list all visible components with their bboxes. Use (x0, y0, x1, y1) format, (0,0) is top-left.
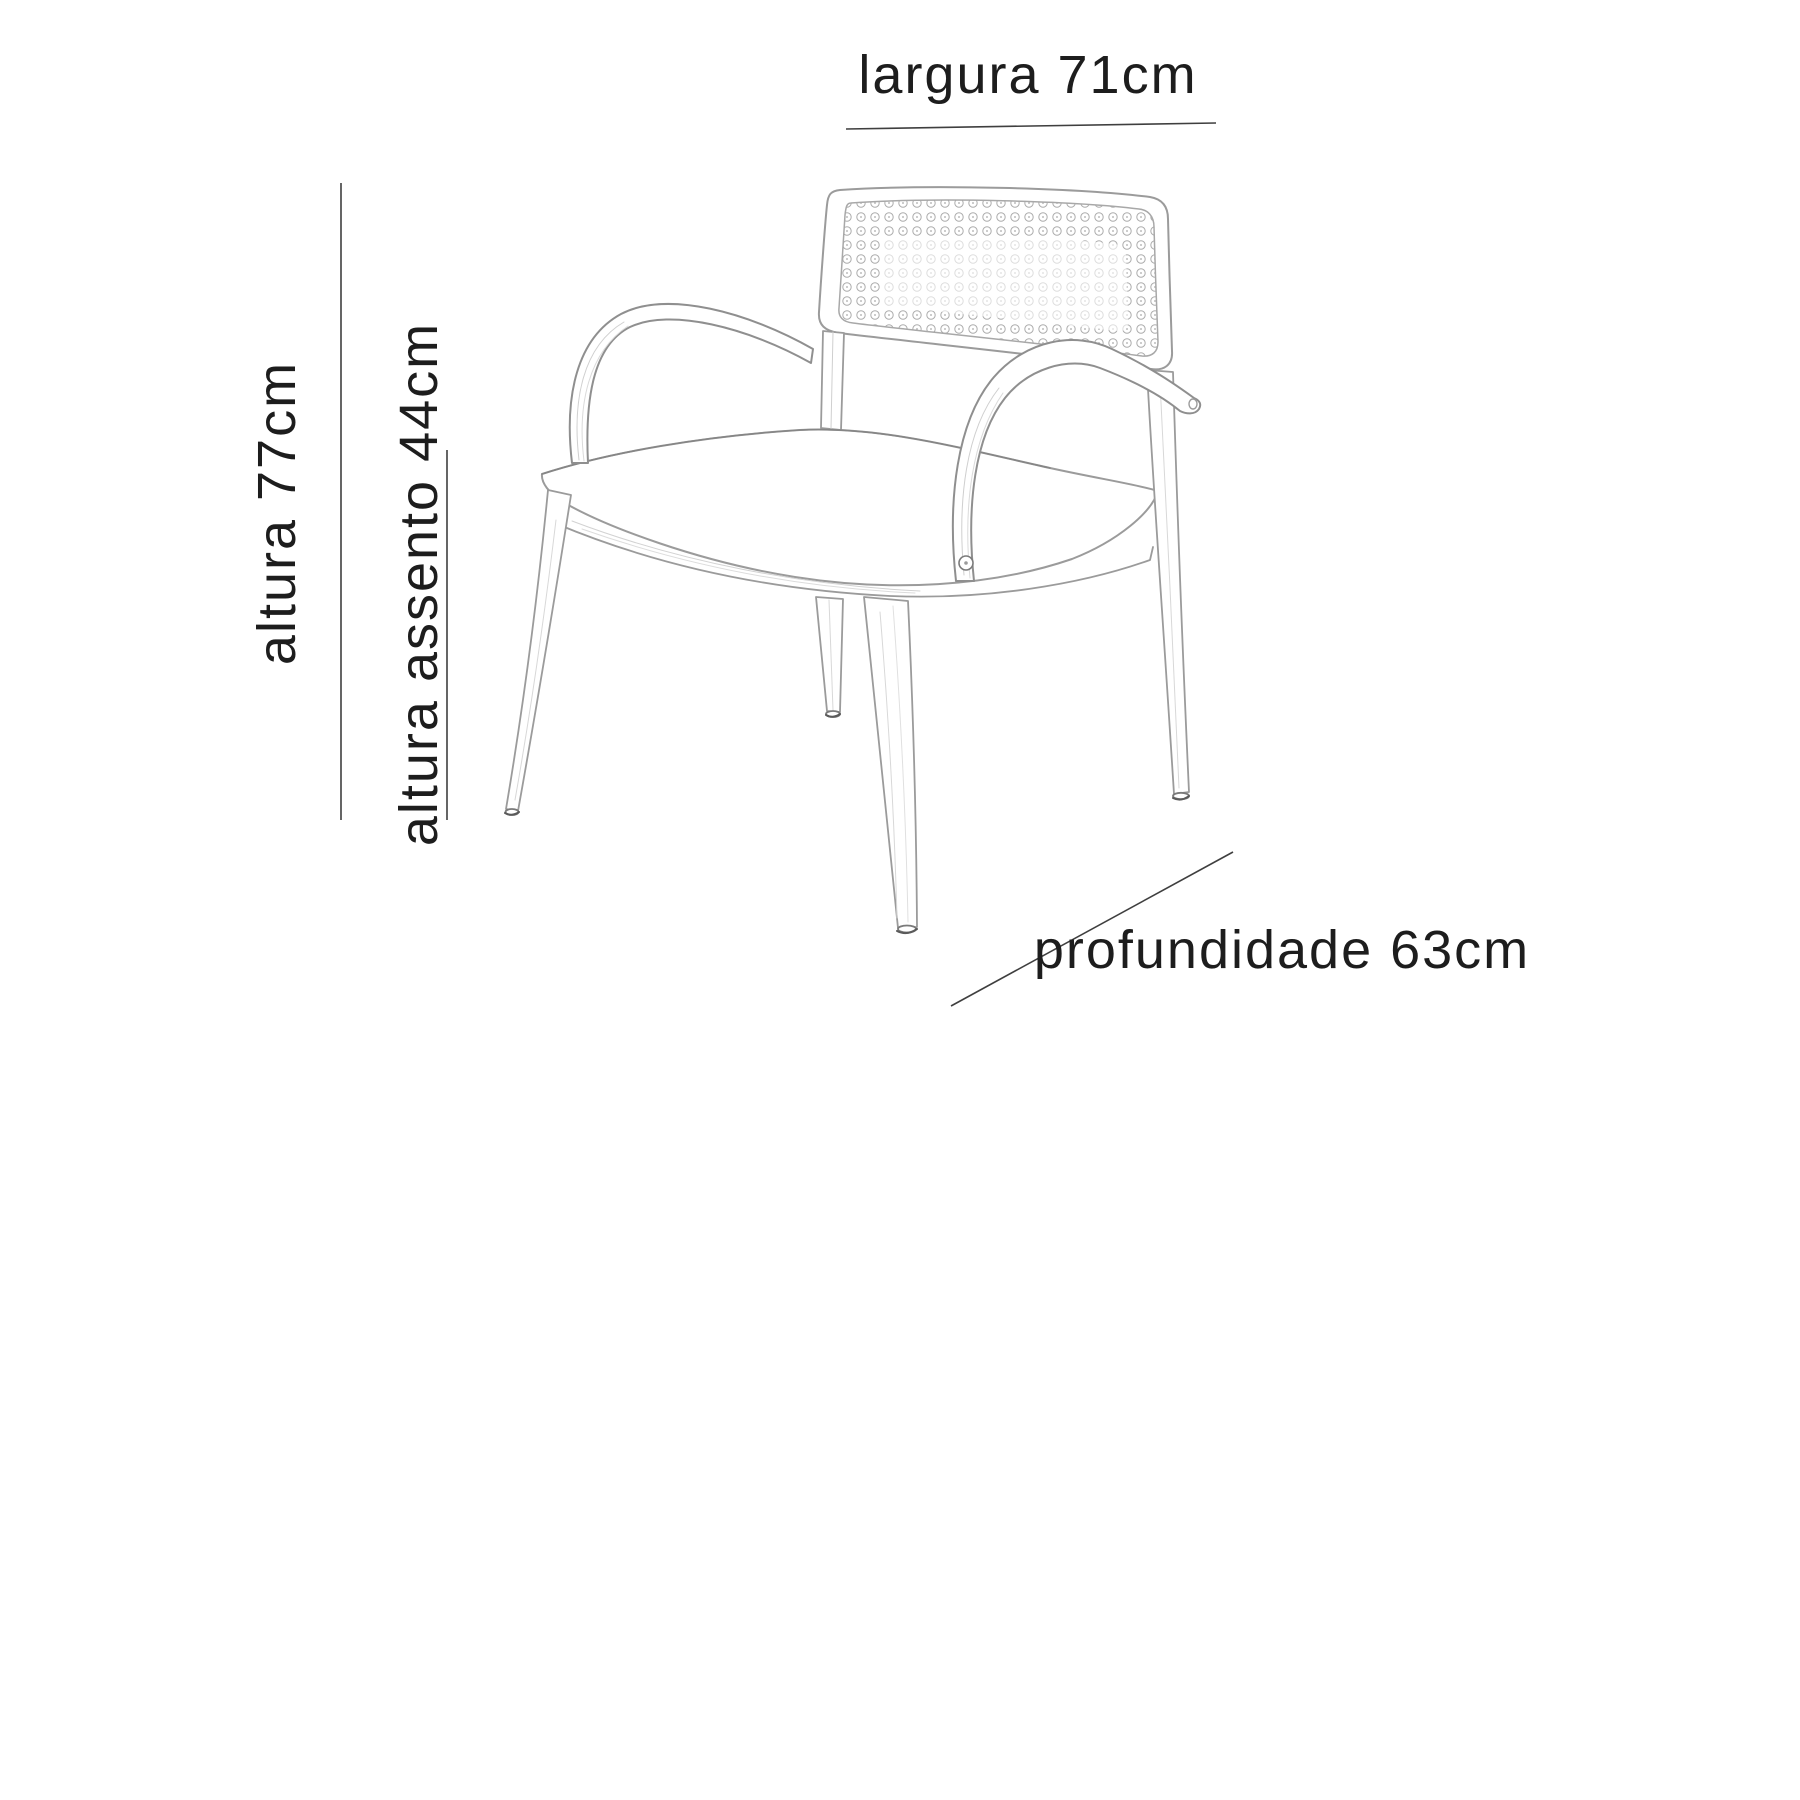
back-left-leg (816, 597, 843, 717)
seat-cushion (542, 430, 1158, 586)
front-right-leg (864, 597, 917, 933)
width-dimension-line (846, 123, 1216, 129)
front-left-leg (505, 490, 571, 815)
chair-sketch (505, 187, 1200, 933)
seat-height-dimension-label: altura assento 44cm (389, 321, 449, 847)
width-dimension-label: largura 71cm (858, 45, 1198, 105)
back-right-leg (1147, 370, 1189, 800)
depth-dimension-label: profundidade 63cm (1033, 920, 1531, 980)
armrest-tip (1189, 399, 1197, 409)
height-dimension-label: altura 77cm (247, 360, 307, 666)
chair-backrest (819, 187, 1172, 369)
chair-back-stile-left (821, 331, 844, 430)
chair-seat (542, 430, 1158, 586)
